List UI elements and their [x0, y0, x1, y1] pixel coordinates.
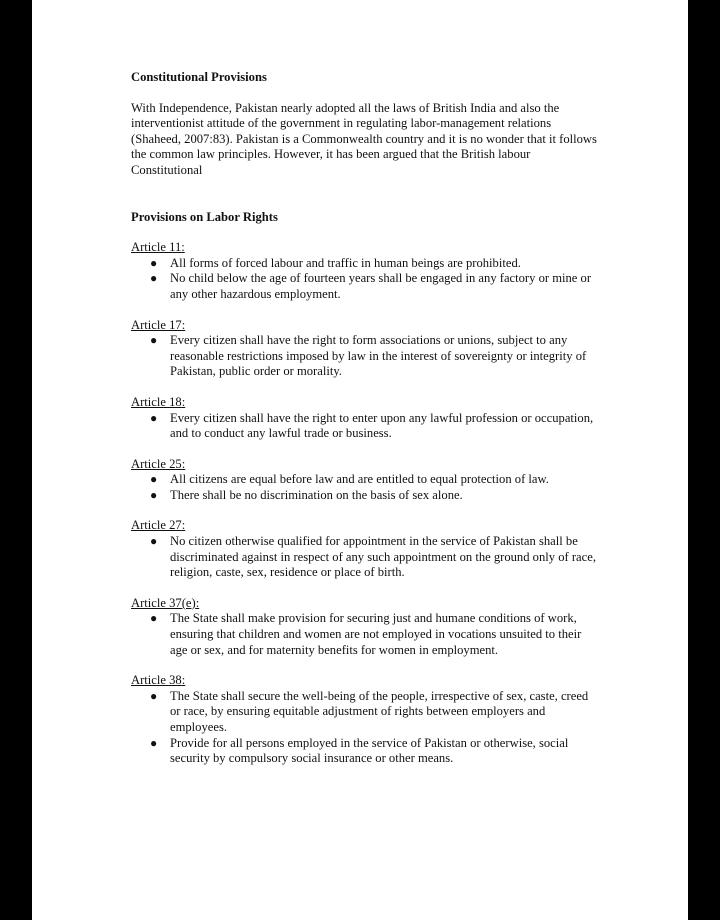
article-bullet-list	[131, 472, 598, 503]
article-label-colon: :	[181, 673, 186, 688]
article-bullet-list	[131, 689, 598, 767]
bullet-dot-icon: ●	[150, 255, 158, 270]
bullet-item	[131, 736, 598, 767]
bullet-dot-icon: ●	[150, 472, 158, 487]
bullet-text: The State shall secure the well-being of the people, irrespective of sex, caste, creed or race, by ensuring equitable adjustment of rights between employers and employees.	[170, 688, 589, 734]
section-heading-labor-rights: Provisions on Labor Rights	[131, 209, 278, 224]
article-label-colon: :	[195, 595, 200, 610]
article-label	[131, 596, 598, 612]
section-heading-constitutional-provisions: Constitutional Provisions	[131, 70, 267, 84]
article-bullet-list	[131, 411, 598, 442]
bullet-dot-icon: ●	[150, 487, 158, 502]
article-bullet-list	[131, 256, 598, 303]
article-bullet-list	[131, 333, 598, 380]
article-label	[131, 318, 598, 334]
bullet-dot-icon: ●	[150, 271, 158, 286]
bullet-text: The State shall make provision for securing just and humane conditions of work, ensuring that children and women are not employed in vocations unsuited to their age or sex, and for maternity benefits for women in employment.	[170, 611, 582, 657]
article-block	[131, 596, 598, 658]
article-block	[131, 318, 598, 380]
bullet-item	[131, 611, 598, 658]
bullet-item	[131, 256, 598, 272]
article-label-text: Article 17	[131, 317, 182, 332]
article-block	[131, 673, 598, 767]
bullet-dot-icon: ●	[150, 410, 158, 425]
bullet-text: Every citizen shall have the right to enter upon any lawful profession or occupation, and to conduct any lawful trade or business.	[170, 410, 594, 441]
article-bullet-list	[131, 611, 598, 658]
article-label-colon: :	[181, 240, 185, 255]
bullet-text: Provide for all persons employed in the service of Pakistan or otherwise, social security by compulsory social insurance or other means.	[170, 735, 569, 766]
article-label-text: Article 25	[131, 456, 182, 471]
article-label-colon: :	[181, 456, 186, 471]
article-label	[131, 457, 598, 473]
article-label	[131, 240, 598, 256]
article-label-text: Article 37(e)	[131, 595, 196, 610]
bullet-text: All citizens are equal before law and are entitled to equal protection of law.	[170, 472, 549, 487]
article-block	[131, 395, 598, 442]
bullet-text: There shall be no discrimination on the basis of sex alone.	[170, 487, 463, 502]
bullet-text: No child below the age of fourteen years shall be engaged in any factory or mine or any other hazardous employment.	[170, 271, 592, 301]
bullet-dot-icon: ●	[150, 735, 158, 750]
articles-list	[131, 240, 598, 767]
article-block	[131, 457, 598, 504]
bullet-item	[131, 488, 598, 504]
article-label-text: Article 18	[131, 394, 182, 409]
bullet-dot-icon: ●	[150, 611, 158, 626]
article-label-text: Article 27	[131, 518, 182, 533]
article-label	[131, 518, 598, 534]
intro-paragraph: With Independence, Pakistan nearly adopted all the laws of British India and also the interventionist attitude of the government in regulating labor-management relations (Shaheed, 2007:83). Pakistan is a Commonwealth country and it is no wonder that it follows the common law principles. However, it has been argued that the British labour Constitutional	[131, 100, 597, 177]
article-block	[131, 518, 598, 580]
article-label-text: Article 38	[131, 673, 182, 688]
bullet-dot-icon: ●	[150, 333, 158, 348]
bullet-item	[131, 271, 598, 302]
article-label-text: Article 11	[131, 240, 182, 255]
article-label-colon: :	[181, 317, 186, 332]
bullet-dot-icon: ●	[150, 688, 158, 703]
bullet-item	[131, 333, 598, 380]
article-block	[131, 240, 598, 302]
bullet-item	[131, 472, 598, 488]
bullet-text: No citizen otherwise qualified for appointment in the service of Pakistan shall be discriminated against in respect of any such appointment on the ground only of race, religion, caste, sex, residence or place of birth.	[170, 534, 596, 580]
article-label-colon: :	[181, 394, 186, 409]
document-page[interactable]	[32, 0, 688, 920]
bullet-text: Every citizen shall have the right to form associations or unions, subject to any reasonable restrictions imposed by law in the interest of sovereignty or integrity of Pakistan, public order or morality.	[170, 333, 587, 379]
article-bullet-list	[131, 534, 598, 581]
article-label-colon: :	[181, 518, 186, 533]
bullet-item	[131, 411, 598, 442]
bullet-item	[131, 534, 598, 581]
article-label	[131, 395, 598, 411]
article-label	[131, 673, 598, 689]
bullet-dot-icon: ●	[150, 534, 158, 549]
bullet-text: All forms of forced labour and traffic in human beings are prohibited.	[170, 255, 521, 270]
bullet-item	[131, 689, 598, 736]
